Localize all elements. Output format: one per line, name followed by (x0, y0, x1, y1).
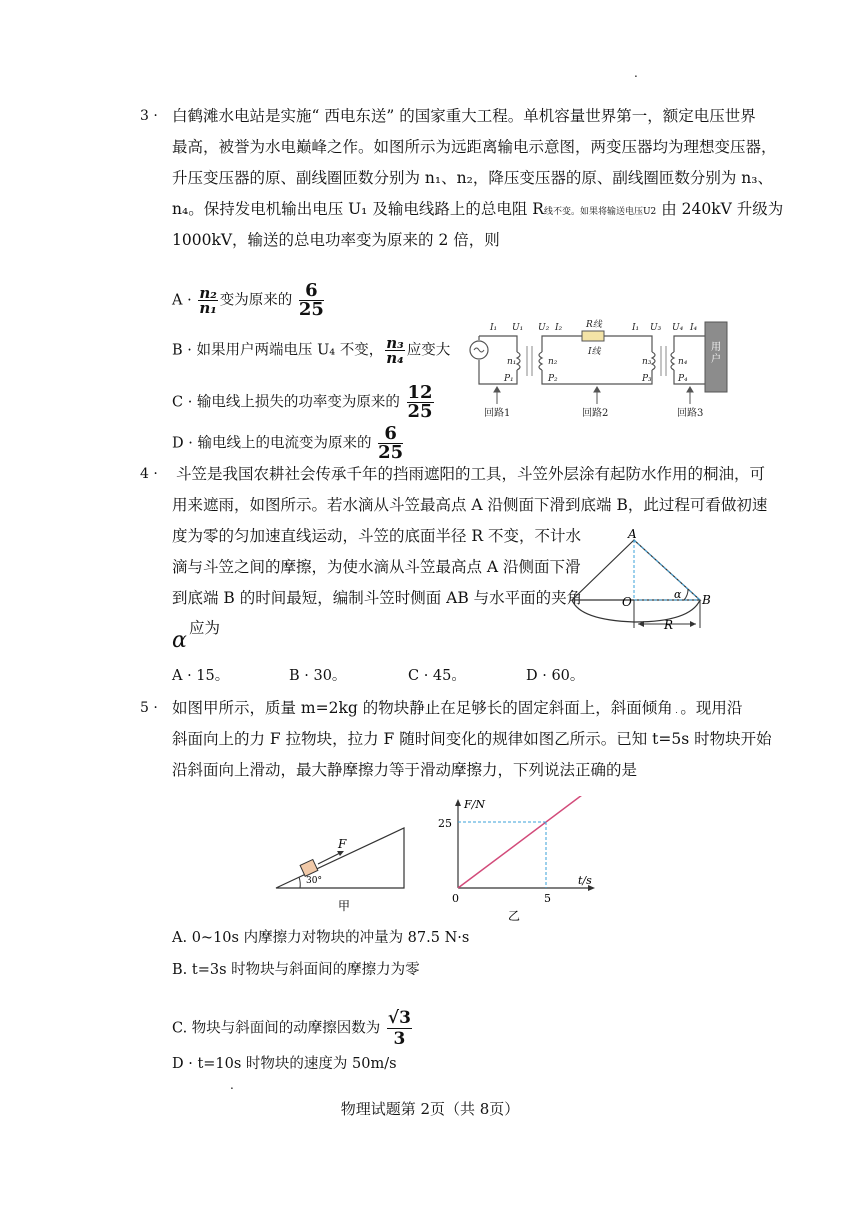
q4-line-2: 用来遮雨，如图所示。若水滴从斗笠最高点 A 沿侧面下滑到底端 B，此过程可看做初速 (172, 496, 768, 514)
label-p1: P₁ (504, 374, 514, 384)
q5-line-1-tail: 。现用沿 (680, 699, 743, 717)
fraction-sqrt3-3: $\frac{√3}{3}$ (387, 1008, 411, 1049)
fraction-6-25: $\frac{6}{25}$ (298, 280, 324, 320)
q5-option-b: B. t=3s 时物块与斜面间的摩擦力为零 (172, 962, 420, 978)
q5-line-2: 斜面向上的力 F 拉物块，拉力 F 随时间变化的规律如图乙所示。已知 t=5s 时物块开始 (172, 730, 772, 748)
option-c-text: C. 物块与斜面间的动摩擦因数为 (172, 1020, 381, 1037)
caption-yi: 乙 (508, 909, 521, 923)
label-a: A (628, 528, 637, 541)
r-note: 。如果将输送电压U2 (570, 207, 657, 217)
fraction-6-25-d: $\frac{6}{25}$ (378, 423, 404, 463)
fraction-n2-n1: $\frac{\text{n₂}}{\text{n₁}}$ (199, 284, 217, 317)
hat-cone-figure (560, 528, 720, 638)
origin-label: 0 (452, 892, 459, 905)
label-n2: n₂ (548, 357, 558, 367)
caption-jia: 甲 (338, 899, 351, 913)
label-30deg: 30° (306, 876, 322, 886)
label-alpha: α (674, 588, 682, 601)
x-axis-label: t/s (578, 874, 592, 887)
label-b: B (702, 593, 711, 607)
label-o: O (622, 595, 632, 609)
q4-option-d: D · 60。 (526, 668, 585, 684)
force-time-chart (432, 796, 602, 924)
y-axis-label: F/N (464, 798, 485, 811)
q3-number: 3 · (140, 108, 158, 124)
coil-n1-icon (517, 352, 520, 370)
q4-line-4: 滴与斗笠之间的摩擦，为使水滴从斗笠最高点 A 沿侧面下滑 (172, 558, 581, 576)
resistor-icon (582, 331, 604, 341)
fraction-n3-n4: $\frac{\text{n₃}}{\text{n₄}}$ (386, 334, 404, 367)
incline-figure-jia (270, 820, 415, 916)
q3-option-c (172, 384, 436, 421)
coil-n4-icon (671, 352, 674, 370)
q4-option-a: A · 15。 (172, 668, 230, 684)
r-subscript: 线不变 (543, 207, 571, 217)
q4-line-6: 应为 (189, 619, 221, 637)
q3-line-4-tail: 由 240kV 升级为 (661, 200, 784, 218)
option-a-label: A · (172, 292, 192, 309)
label-p2: P₂ (548, 374, 558, 384)
option-a-text: 变为原来的 (219, 292, 293, 309)
q3-option-b (172, 336, 450, 365)
q4-line-3: 度为零的匀加速直线运动，斗笠的底面半径 R 不变，不计水 (172, 527, 582, 545)
q3-line-4-text: n₄。保持发电机输出电压 U₁ 及输电线路上的总电阻 R (172, 200, 544, 218)
label-loop3: 回路3 (677, 408, 704, 419)
block-icon (300, 859, 318, 876)
user-label-2: 户 (711, 354, 721, 365)
label-p4: P₄ (678, 374, 688, 384)
label-n4: n₄ (678, 357, 688, 367)
option-b-text: B · 如果用户两端电压 U₄ 不变， (172, 342, 384, 359)
q4-alpha: α (172, 628, 187, 653)
option-d-text: D · 输电线上的电流变为原来的 (172, 435, 372, 452)
q3-option-a (172, 282, 326, 319)
q5-option-c (172, 1008, 414, 1049)
label-i1b: I₁ (632, 323, 640, 333)
q5-option-d: D · t=10s 时物块的速度为 50m/s (172, 1056, 397, 1072)
label-u4: U₄ (672, 323, 684, 333)
label-i2: I₂ (555, 323, 563, 333)
label-r-line: R线 (586, 320, 602, 330)
q5-line-3: 沿斜面向上滑动，最大静摩擦力等于滑动摩擦力，下列说法正确的是 (172, 761, 638, 779)
fraction-12-25: $\frac{12}{25}$ (407, 382, 433, 422)
coil-n3-icon (652, 352, 655, 370)
page-dot-bottom: . (230, 1078, 234, 1092)
q3-line-1: 白鹤滩水电站是实施“ 西电东送” 的国家重大工程。单机容量世界第一，额定电压世界 (172, 107, 756, 125)
coil-n2-icon (539, 352, 542, 370)
q4-line-1: 斗笠是我国农耕社会传承千年的挡雨遮阳的工具，斗笠外层涂有起防水作用的桐油，可 (176, 465, 766, 483)
q4-line-5: 到底端 B 的时间最短，编制斗笠时侧面 AB 与水平面的夹角 (172, 589, 583, 607)
label-n1: n₁ (507, 357, 517, 367)
q4-option-c: C · 45。 (408, 668, 466, 684)
label-loop1: 回路1 (484, 408, 511, 419)
y-tick-25: 25 (438, 817, 452, 830)
page-dot: . (634, 66, 638, 80)
page-footer: 物理试题第 2页（共 8页） (340, 1100, 520, 1118)
transmission-circuit-diagram (462, 318, 732, 422)
label-u2: U₂ (538, 323, 550, 333)
label-i1: I₁ (490, 323, 498, 333)
q3-line-3: 升压变压器的原、副线圈匝数分别为 n₁、n₂，降压变压器的原、副线圈匝数分别为 n₃、 (172, 169, 773, 187)
user-label-1: 用 (711, 342, 721, 353)
label-i-line: I线 (588, 347, 601, 357)
q3-line-5: 1000kV，输送的总电功率变为原来的 2 倍，则 (172, 231, 500, 249)
label-u3: U₃ (650, 323, 662, 333)
q4-option-b: B · 30。 (289, 668, 347, 684)
label-n3: n₃ (642, 357, 652, 367)
option-b-tail: 应变大 (406, 342, 451, 359)
label-p3: P₃ (642, 374, 652, 384)
label-f: F (338, 837, 347, 851)
label-r: R (664, 618, 674, 632)
q3-option-d (172, 425, 405, 462)
x-tick-5: 5 (544, 892, 551, 905)
q5-line-1-text: 如图甲所示，质量 m=2kg 的物块静止在足够长的固定斜面上，斜面倾角 (172, 699, 673, 717)
label-loop2: 回路2 (582, 408, 609, 419)
q3-line-2: 最高，被誉为水电巅峰之作。如图所示为远距离输电示意图，两变压器均为理想变压器， (172, 138, 777, 156)
q5-number: 5 · (140, 700, 158, 716)
label-i4: I₄ (690, 323, 698, 333)
q5-line-1: 如图甲所示，质量 m=2kg 的物块静止在足够长的固定斜面上，斜面倾角 . 。现用沿 (172, 699, 743, 717)
label-u1: U₁ (512, 323, 524, 333)
q5-option-a: A. 0~10s 内摩擦力对物块的冲量为 87.5 N·s (172, 930, 470, 946)
q3-line-4 (172, 199, 783, 222)
option-c-text: C · 输电线上损失的功率变为原来的 (172, 394, 400, 411)
q4-number: 4 · (140, 466, 158, 482)
